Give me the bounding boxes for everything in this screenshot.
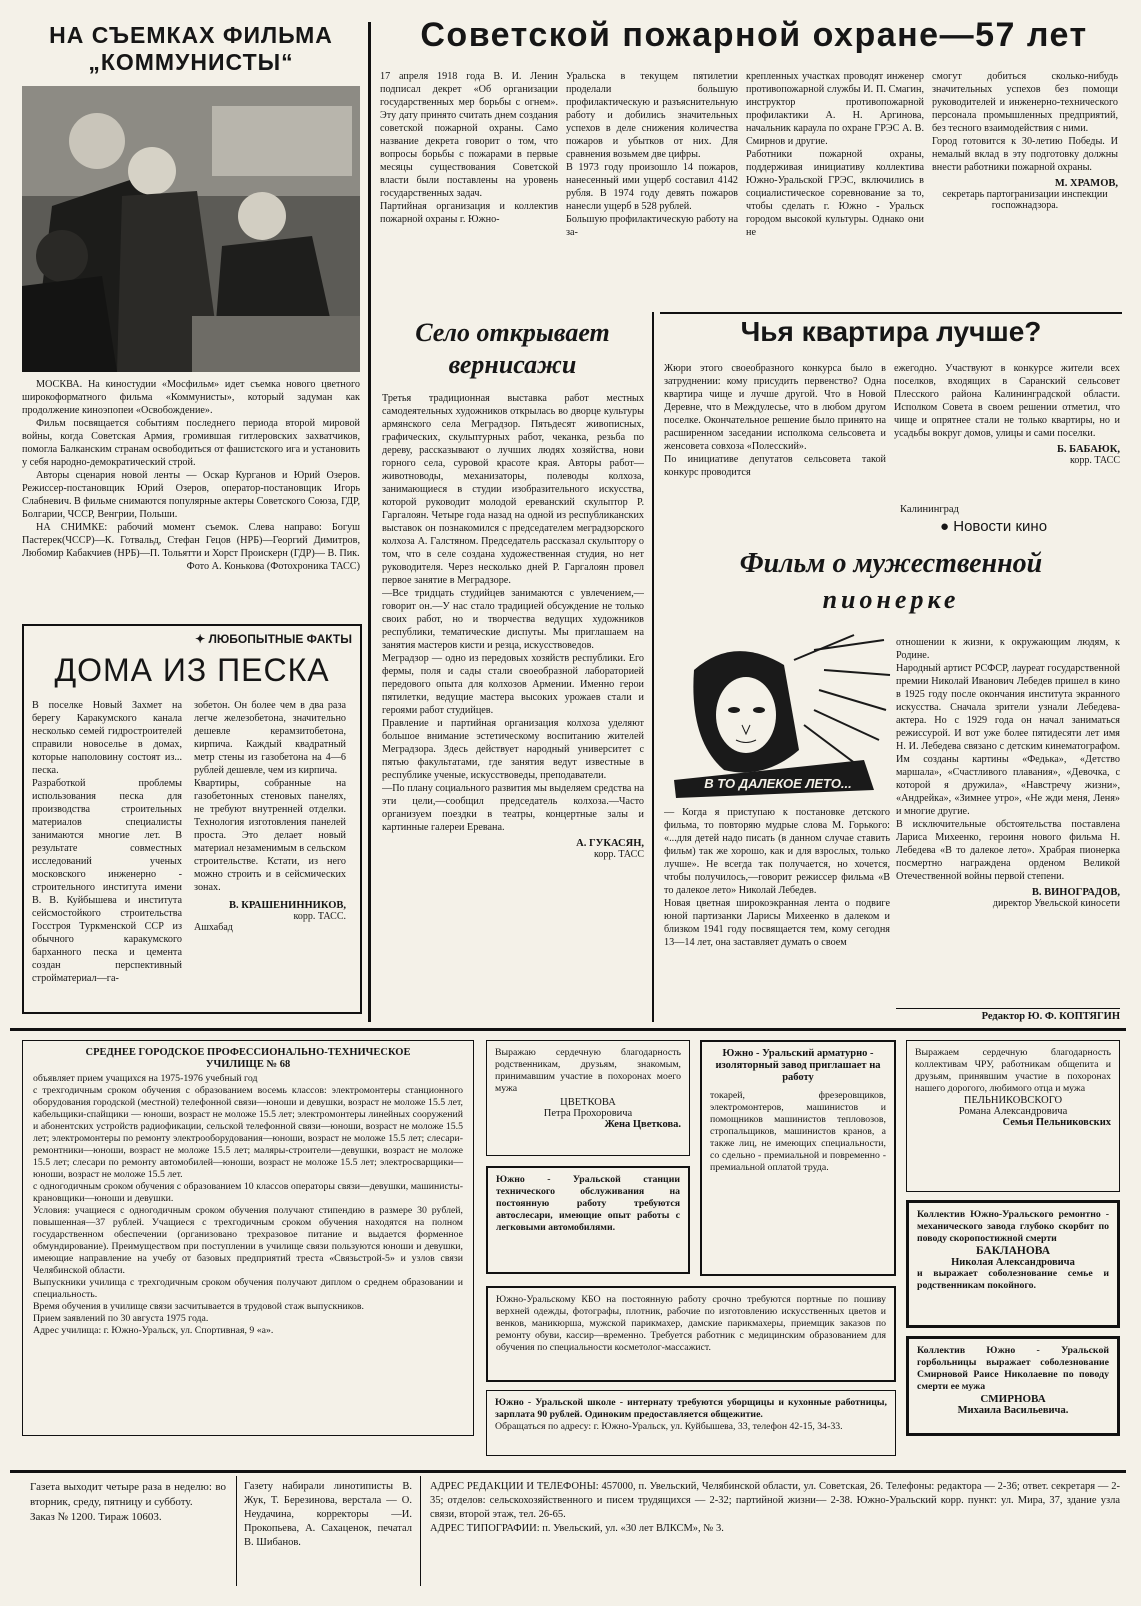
obituary-baklanov-name2: Николая Александровича bbox=[951, 1257, 1075, 1268]
footer-rule-1 bbox=[236, 1476, 237, 1586]
sand-houses-place: Ашхабад bbox=[194, 922, 233, 933]
internat-ad-box bbox=[486, 1390, 896, 1456]
cinema-col2: отношении к жизни, к окружающим людям, к Родине. Народный артист РСФСР, лауреат государственной премии Николай Иванович Лебедев пришел в кино в 1925 году после окончания института экранного искусства. Сначала зрители узнали Лебедева-актера. Но с 1929 года он начал заниматься режиссурой. И вот уже более пятидесяти лет имя Н. И. Лебедева связано с детским кинематографом. Им созданы картины «Федька», «Детство маршала», «Счастливого плавания», «Девочка, с которой я дружила», «Навстречу жизни», «Андрейка», «Зимнее утро», «Не жди меня, Леня» и многие другие. В исключительные обстоятельства поставлена Лариса Михеенко, героиня нового фильма Н. Лебедева «В то далекое лето». Храбрая пионерка посмертно награждена орденом Великой Отечественной войны первой степени. bbox=[896, 637, 1120, 882]
village-body-wrap bbox=[382, 392, 644, 1020]
film-shoot-caption-p2: Фильм посвящается событиям последнего периода второй мировой войны, когда Советская Армия, громившая гитлеровских захватчиков, помогла Балканским странам освободиться от фашистского ига и установить у себя народно-демократический строй. bbox=[22, 418, 360, 468]
fire-col1: 17 апреля 1918 года В. И. Ленин подписал декрет «Об организации государственных мер борьбы с огнем». Эту дату принято считать днем создания советской пожарной охраны. Само название декрета говорит о том, что вопросы борьбы с пожарами в первые месяцы существования Советской власти были поставлены на уровень государственных задач. Партийная организация и коллектив пожарной охраны г. Южно- bbox=[380, 71, 558, 225]
school-ad-box bbox=[22, 1040, 474, 1436]
armature-ad-title: Южно - Уральский арматурно - изоляторный завод приглашает на работу bbox=[715, 1048, 881, 1083]
armature-ad-body: токарей, фрезеровщиков, электромонтеров, машинистов и помощников машинистов тепловозов, стропальщиков, машинистов кранов, а также лиц, не имеющих специальности, со сдельно - премиальной и повременно - премиальной оплатой труда. bbox=[710, 1090, 886, 1173]
armature-ad-box bbox=[700, 1040, 896, 1276]
cinema-title-line1: Фильм о мужественной bbox=[739, 548, 1043, 579]
sand-houses-box bbox=[22, 624, 362, 1014]
sand-houses-rubric: ✦ ЛЮБОПЫТНЫЕ ФАКТЫ bbox=[195, 632, 352, 646]
apartment-place: Калининград bbox=[900, 504, 959, 515]
cinema-col2-wrap bbox=[896, 636, 1120, 1020]
apartment-col1: Жюри этого своеобразного конкурса было в затруднении: кому присудить первенство? Одна квартира чище и лучше другой. Что в Новой Деревне, что в Междулесье, что в любом другом поселке. Окончательное решение было принято на расширенном заседании исполкома сельсовета и женсовета совхоза «Полесский». По инициативе депутатов сельсовета такой конкурс проводится bbox=[664, 363, 886, 478]
apartment-author-sub: корр. ТАСС bbox=[1069, 455, 1120, 466]
column-rule-left bbox=[368, 22, 371, 1022]
footer-rule-2 bbox=[420, 1476, 421, 1586]
editor-line: Редактор Ю. Ф. КОПТЯГИН bbox=[981, 1011, 1120, 1022]
condolence-pelnikovsky-body: Выражаем сердечную благодарность коллективам ЧРУ, работникам общепита и друзьям, принявшим участие в похоронах нашего дорогого, любимого отца и мужа bbox=[915, 1047, 1111, 1094]
school-ad-title-line1: СРЕДНЕЕ ГОРОДСКОЕ ПРОФЕССИОНАЛЬНО-ТЕХНИЧЕСКОЕ bbox=[85, 1047, 411, 1058]
ads-top-rule bbox=[10, 1028, 1126, 1031]
footer-address: АДРЕС РЕДАКЦИИ И ТЕЛЕФОНЫ: 457000, п. Увельский, Челябинской области, ул. Советская, 26. Телефоны: редактора — 2-36; ответ. секретаря — 2-35; отделов: сельскохозяйственного и писем трудящихся — 2-32; партийной жизни— 2-38. Южно-Уральский корр. пункт: ул. Мира, 37, здание узла связи, второй этаж, тел. 26-65. bbox=[430, 1481, 1120, 1520]
footer-issue: Газета выходит четыре раза в неделю: во вторник, среду, пятницу и субботу. bbox=[30, 1481, 226, 1508]
cinema-col1: — Когда я приступаю к постановке детского фильма, то повторяю мудрые слова М. Горького: «...для детей надо писать (в данном случае ставить фильм) так же хорошо, как и для взрослых, только лучше». Не всегда так получается, но хочется, чтобы получилось,—говорит режиссер фильма «В то далекое лето» Николай Лебедев. Новая цветная широкоэкранная лента о подвиге юной партизанки Ларисы Михеенко в далеком и близком 1941 году посвящается тем, кому сегодня 13—14 лет, она заставляет думать о своем bbox=[664, 807, 890, 948]
condolence-tsvetkova-name: ЦВЕТКОВА bbox=[560, 1097, 616, 1108]
obituary-baklanov-body-post: и выражает соболезнование семье и родственникам покойного. bbox=[917, 1268, 1109, 1291]
footer-typeset: Газету набирали линотиписты В. Жук, Т. Березинова, верстала — О. Неудачина, корректоры —И. Прокопьева, А. Сахаценок, печатал В. Шибанов. bbox=[244, 1481, 412, 1548]
apartment-col2: ежегодно. Участвуют в конкурсе жители всех поселков, входящих в Саранский сельсовет Плесского района Калининградской области. Исполком Совета в своем решении отметил, что чище и опрятнее стали не только квартиры, но и усадьбы вокруг домов, улицы и сами поселки. bbox=[894, 363, 1120, 439]
footer-address-wrap bbox=[430, 1480, 1120, 1584]
obituary-smirnov-name2: Михаила Васильевича. bbox=[957, 1405, 1069, 1416]
sand-houses-author: В. КРАШЕНИННИКОВ, bbox=[228, 900, 346, 911]
film-reel-icon: ● bbox=[940, 518, 950, 535]
film-shoot-caption-p3: Авторы сценария новой ленты — Оскар Курганов и Юрий Озеров. Режиссер-постановщик Юрий Озеров, оператор-постановщик Игорь Слабневич. В фильме снимаются популярные актеры Советского Союза, ГДР, Болгарии, ЧССР, Венгрии, Польши. bbox=[22, 470, 360, 520]
kbo-ad-box bbox=[486, 1286, 896, 1382]
cinema-title-line2: пионерке bbox=[822, 585, 960, 614]
condolence-tsvetkova-name2: Петра Прохоровича bbox=[543, 1108, 633, 1119]
cinema-author: В. ВИНОГРАДОВ, bbox=[1031, 887, 1120, 898]
footer-print-address: АДРЕС ТИПОГРАФИИ: п. Увельский, ул. «30 лет ВЛКСМ», № 3. bbox=[430, 1523, 724, 1534]
film-shoot-caption-p4: НА СНИМКЕ: рабочий момент съемок. Слева направо: Богуш Пастерек(ЧССР)—К. Готвальд, Стефан Гецов (НРБ)—Георгий Димитров, Любомир Кабакчиев (НРБ)—П. Тольятти и Хорст Проискерн (ГДР)— В. Пик. bbox=[22, 522, 360, 559]
apartment-col2-wrap bbox=[894, 362, 1120, 512]
film-shoot-caption bbox=[22, 378, 360, 603]
fire-author-sub: секретарь партогранизации инспекции госпожнадзора. bbox=[942, 189, 1108, 211]
condolence-tsvetkova-box bbox=[486, 1040, 690, 1156]
fire-bottom-rule bbox=[660, 312, 1122, 314]
footer-top-rule bbox=[10, 1470, 1126, 1473]
internat-ad-address: Обращаться по адресу: г. Южно-Уральск, ул. Куйбышева, 33, телефон 42-15, 34-33. bbox=[495, 1421, 843, 1432]
obituary-smirnov-body: Коллектив Южно - Уральской горбольницы выражает соболезнование Смирновой Раисе Николаевне по поводу смерти ее мужа bbox=[917, 1345, 1109, 1392]
cinema-poster-caption: В ТО ДАЛЕКОЕ ЛЕТО... bbox=[704, 776, 852, 791]
obituary-smirnov-name: СМИРНОВА bbox=[980, 1393, 1046, 1405]
obituary-baklanov-box bbox=[906, 1200, 1120, 1328]
sand-houses-col2: зобетон. Он более чем в два раза легче железобетона, значительно дешевле керамзитобетона, кирпича. Каждый квадратный метр стены из газобетона на 4—6 рублей дешевле, чем из кирпича. Квартиры, собранные на газобетонных стеновых панелях, не требуют внутренней отделки. Технология изготовления панелей проста. Это делает новый материал незаменимым в сельском строительстве. Кстати, из него можно строить и в сейсмических зонах. bbox=[194, 700, 346, 893]
column-rule-middle bbox=[652, 312, 654, 1022]
station-ad-body: Южно - Уральской станции технического обслуживания на постоянную работу требуются автослесари, имеющие опыт работы с легковыми автомобилями. bbox=[496, 1174, 680, 1233]
sand-houses-col1: В поселке Новый Захмет на берегу Каракумского канала несколько семей гидростроителей справили новоселье в домах, которые наполовину состоят из... песка. Разработкой проблемы использования песка для производства строительных материалов специалисты занимаются многие лет. В результате совместных исследований ученых московского инженерно - строительного института имени В. В. Куйбышева и института сейсмостойкого строительства Госстроя Туркменской ССР из обычного каракумского барханного песка и цемента создан перспективный стройматериал—га- bbox=[32, 700, 182, 984]
film-shoot-photo bbox=[22, 86, 360, 372]
apartment-title: Чья квартира лучше? bbox=[740, 316, 1042, 347]
cinema-author-sub: директор Увельской киносети bbox=[992, 898, 1120, 909]
cinema-poster bbox=[664, 630, 892, 800]
condolence-pelnikovsky-sign: Семья Пельниковских bbox=[1002, 1117, 1111, 1128]
film-shoot-caption-p1: МОСКВА. На киностудии «Мосфильм» идет съемка нового цветного широкоформатного фильма «Коммунисты», который задуман как продолжение киноэпопеи «Освобождение». bbox=[22, 379, 360, 416]
condolence-pelnikovsky-name: ПЕЛЬНИКОВСКОГО bbox=[963, 1095, 1063, 1106]
fire-col4: смогут добиться сколько-нибудь значительных успехов без помощи руководителей и инженерно-технического персонала промышленных предприятий, без тесного взаимодействия с ними. Город готовится к 30-летию Победы. И немалый вклад в эту подготовку должны внести работники пожарной охраны. bbox=[932, 71, 1118, 173]
fire-col3: крепленных участках проводят инженер противопожарной службы И. П. Смагин, инструктор противопожарной профилактики А. Н. Аргинова, начальник караула по охране ГРЭС А. В. Смирнов и другие. Работники пожарной охраны, поддерживая инициативу коллектива Южно-Уральской ГРЭС, включились в социалистическое соревнование за то, чтобы сделать г. Южно - Уральск городом высокой культуры. Однако они не bbox=[746, 71, 924, 238]
cinema-rubric-wrap bbox=[940, 518, 1120, 535]
film-shoot-photo-figures bbox=[22, 86, 360, 372]
film-shoot-photo-credit: Фото А. Конькова (Фотохроника ТАСС) bbox=[186, 561, 360, 572]
fire-author: М. ХРАМОВ, bbox=[1054, 178, 1118, 189]
fire-col2: Уральска в текущем пятилетии проделали большую профилактическую и разъяснительную работу и добились значительных успехов в деле снижения количества пожаров и убытков от них. Для сравнения возьмем две цифры. В 1973 году произошло 14 пожаров, нанесенный ими ущерб составил 4142 рубля. В 1974 году девять пожаров нанесли ущерб в 528 рублей. Большую профилактическую работу на за- bbox=[566, 71, 738, 238]
condolence-tsvetkova-body: Выражаю сердечную благодарность родственникам, друзьям, знакомым, принимавшим участие в похоронах моего мужа bbox=[495, 1047, 681, 1094]
village-author: А. ГУКАСЯН, bbox=[576, 838, 644, 849]
condolence-pelnikovsky-box bbox=[906, 1040, 1120, 1192]
cinema-rubric: Новости кино bbox=[953, 518, 1048, 535]
school-ad-title-line2: УЧИЛИЩЕ № 68 bbox=[205, 1059, 291, 1070]
sand-houses-author-sub: корр. ТАСС. bbox=[293, 911, 346, 922]
village-body: Третья традиционная выставка работ местных самодеятельных художников открылась во дворце культуры армянского села Меградзор. Пятьдесят живописных, графических, скульптурных работ, чеканка, резьба по дереву, рассказывают о лучших людях хозяйства, нови горного села, суровой красоте края. Авторы работ—животноводы, механизаторы, полеводы колхоза, занимающиеся в студии изобразительного искусства, которой руководит молодой ереванский скульптор Р. Гаргалоян. Четыре года назад на одной из республиканских выставок он познакомился с председателем меградзорского колхоза А. Галстяном. Председатель рассказал скульптору о том, что в селе создана художественная студия, но нет руководителя. Через несколько дней Р. Гаргалоян провел первое занятие в Меградзоре. —Все тридцать студийцев занимаются с увлечением,—говорит он.—У нас стало традицией обсуждение не только своих работ, но и творчества ведущих художников республики, тематические диспуты. Мы приглашаем на занятия мастеров кисти и резца, искусствоведов. Меградзор — одно из передовых хозяйств республики. Его фермы, поля и сады стали своеобразной лабораторией передового опыта для колхозов Армении. Именно герои пятилетки, ведущие мастера высоких урожаев стали и героями работ студийцев. Правление и партийная организация колхоза уделяют большое внимание эстетическому воспитанию жителей Меградзора. Здесь действует народный университет с пятью факультатами, где занятия ведут известные в республике ученые, искусствоведы, преподаватели. —По плану социального развития мы выделяем средства на эти цели,—сообщил председатель колхоза.—Часто организуем поездки в театры, концертные залы и картинные галереи Еревана. bbox=[382, 393, 644, 833]
film-shoot-title-line1: НА СЪЕМКАХ ФИЛЬМА bbox=[49, 22, 333, 48]
kbo-ad-body: Южно-Уральскому КБО на постоянную работу срочно требуются портные по пошиву верхней одежды, фотографы, плотник, рабочие по изготовлению искусственных цветов и венков, маникюрша, мужской парикмахер, дамские парикмахеры, приемщик заказов по ремонту обуви, кассир—временно. Требуется работник с медицинским образованием для обучения по специальности косметолог-массажист. bbox=[496, 1294, 886, 1353]
station-ad-box bbox=[486, 1166, 690, 1274]
internat-ad-body: Южно - Уральской школе - интернату требуются уборщицы и кухонные работницы, зарплата 90 рублей. Одиноким предоставляется общежитие. bbox=[495, 1397, 887, 1420]
condolence-pelnikovsky-name2: Романа Александровича bbox=[958, 1106, 1068, 1117]
sand-houses-title: ДОМА ИЗ ПЕСКА bbox=[54, 652, 330, 688]
obituary-baklanov-body-pre: Коллектив Южно-Уральского ремонтно - механического завода глубоко скорбит по поводу скоропостижной смерти bbox=[917, 1209, 1109, 1244]
cinema-poster-drawing bbox=[664, 630, 892, 800]
footer-order: Заказ № 1200. Тираж 10603. bbox=[30, 1511, 162, 1523]
fire-col4-wrap bbox=[932, 70, 1118, 310]
obituary-smirnov-box bbox=[906, 1336, 1120, 1436]
film-shoot-title-line2: „КОММУНИСТЫ“ bbox=[88, 49, 294, 75]
footer-issue-wrap bbox=[30, 1480, 226, 1584]
village-title-line2: вернисажи bbox=[448, 350, 577, 379]
village-author-sub: корр. ТАСС bbox=[593, 849, 644, 860]
school-ad-body: объявляет прием учащихся на 1975-1976 учебный год с трехгодичным сроком обучения с образованием восемь классов: электромонтеры станционного оборудования городской (местной) телефонной связи—юноши и девушки, возраст не моложе 15.5 лет, кабельщики-спайщики — юноши, возраст не моложе 15.5 лет; электромонтеры линейных сооружений и абонентских устройств радиофикации, сельской телефонной связи—юноши, возраст не моложе 15.5 лет; электромонтеры по ремонту электрооборудования—юноши, возраст не моложе 15.5 лет; слесари-ремонтники—юноши, возраст не моложе 15.5 лет; маляры-строители—девушки, возраст не моложе 15.5 лет; слесари по ремонту автомобилей—юноши, возраст не моложе 15.5 лет; электросварщики—юноши, возраст не моложе 15.5 лет. с одногодичным сроком обучения с образованием 10 классов операторы связи—девушки, машинисты-крановщики—юноши и девушки. Условия: учащиеся с одногодичным сроком обучения получают стипендию в размере 30 рублей, повышенная—37 рублей. Учащиеся с трехгодичным сроком обучения находятся на полном государственном обеспечении (организовано трехразовое питание и выдается форменное обмундирование). Преимуществом при поступлении в училище связи пользуются юноши и девушки, имеющие направление на учебу от базовых предприятий треста «Связьстрой-5» и узлов связи Челябинской области. Выпускники училища с трехгодичным сроком обучения получают диплом о среднем образовании и специальность. Время обучения в училище связи засчитывается в трудовой стаж выпускников. Прием заявлений по 30 августа 1975 года. Адрес училища: г. Южно-Уральск, ул. Спортивная, 9 «а». bbox=[33, 1073, 463, 1336]
apartment-author: Б. БАБАЮК, bbox=[1056, 444, 1120, 455]
fire-title: Советской пожарной охране—57 лет bbox=[420, 16, 1088, 54]
editor-top-rule bbox=[896, 1008, 1120, 1009]
condolence-tsvetkova-sign: Жена Цветкова. bbox=[604, 1119, 681, 1130]
village-title-line1: Село открывает bbox=[415, 318, 610, 347]
obituary-baklanov-name: БАКЛАНОВА bbox=[975, 1245, 1051, 1257]
